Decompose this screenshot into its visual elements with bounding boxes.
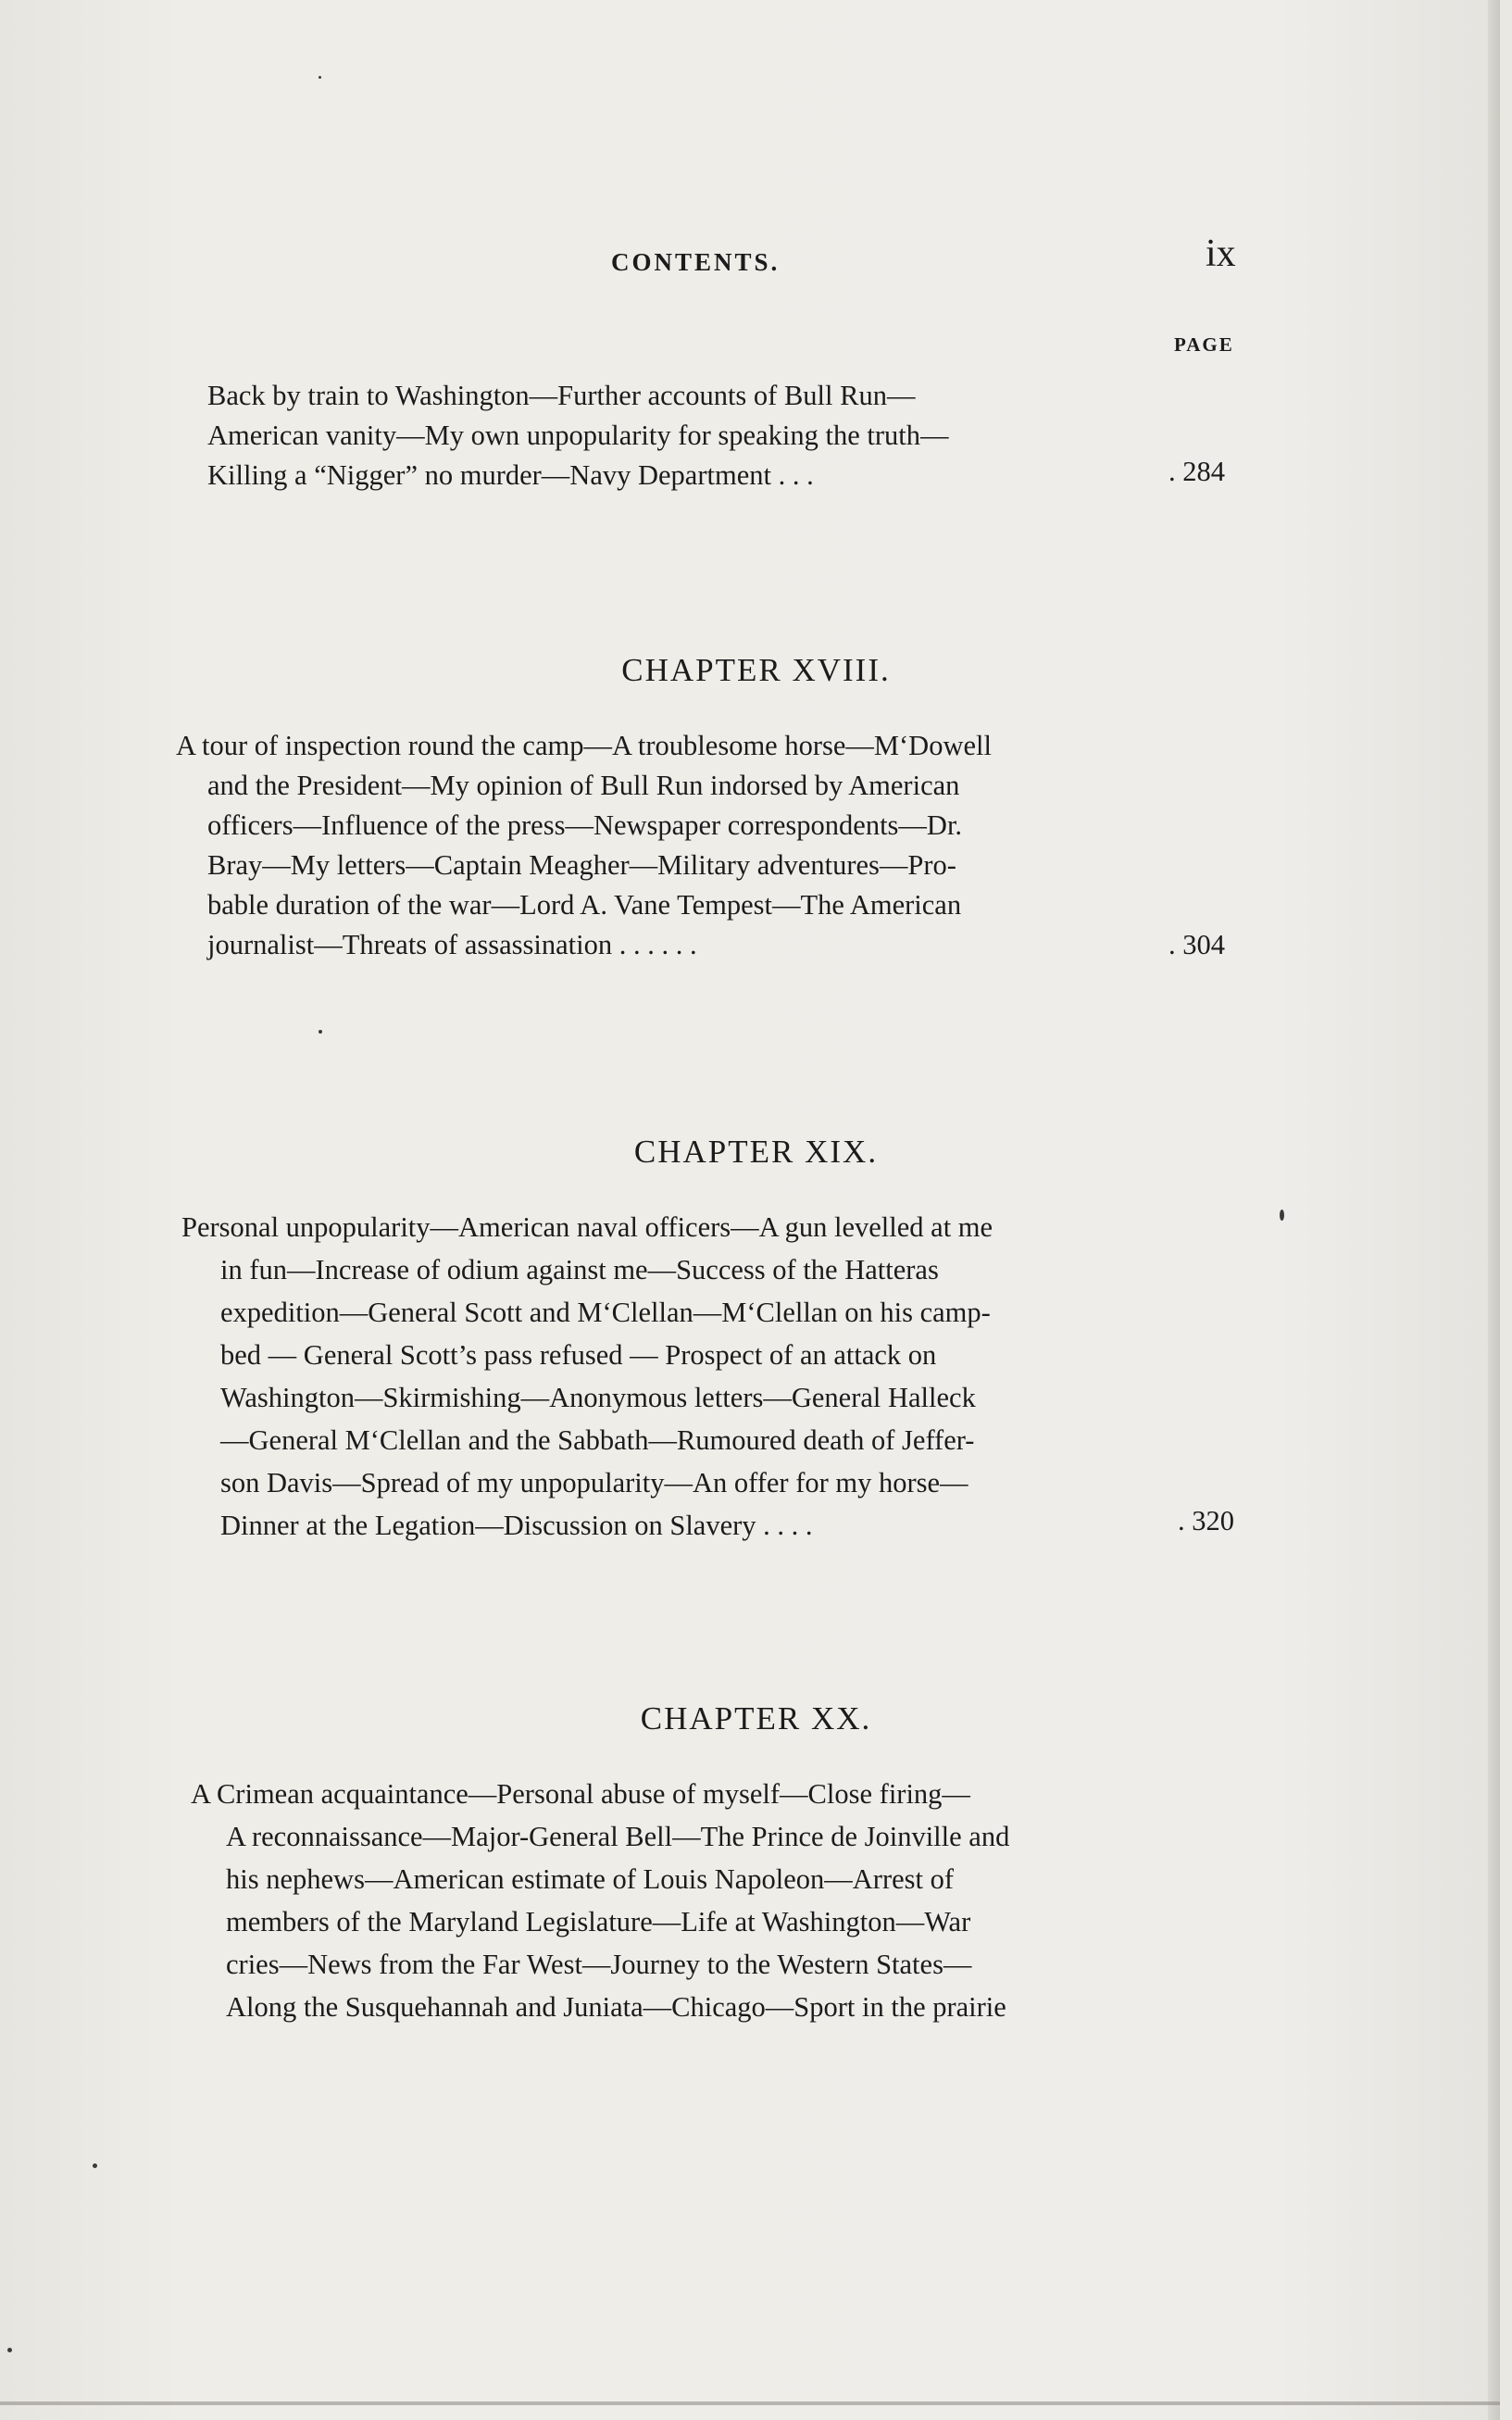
- entry-line: Along the Susquehannah and Juniata—Chicago—Sport in the prairie: [226, 1991, 1006, 2023]
- entry-line: A tour of inspection round the camp—A troublesome horse—M‘Dowell: [176, 730, 992, 761]
- entry-line: American vanity—My own unpopularity for speaking the truth—: [207, 420, 949, 451]
- page-bottom-edge: [0, 2401, 1500, 2405]
- entry-line: —General M‘Clellan and the Sabbath—Rumoured death of Jeffer-: [220, 1424, 975, 1456]
- entry-line: Back by train to Washington—Further accounts of Bull Run—: [207, 380, 916, 411]
- paper-speck: [1280, 1210, 1284, 1221]
- running-head: CONTENTS.: [611, 248, 781, 276]
- entry-line: members of the Maryland Legislature—Life at Washington—War: [226, 1906, 971, 1937]
- entry-line: bable duration of the war—Lord A. Vane Tempest—The American: [207, 889, 962, 921]
- paper-speck: [319, 76, 321, 79]
- entry-line: son Davis—Spread of my unpopularity—An offer for my horse—: [220, 1467, 968, 1498]
- paper-speck: [7, 2348, 12, 2352]
- entry-line: A reconnaissance—Major-General Bell—The Prince de Joinville and: [226, 1821, 1010, 1852]
- entry-line: Bray—My letters—Captain Meagher—Military adventures—Pro-: [207, 849, 956, 881]
- entry-line: in fun—Increase of odium against me—Success of the Hatteras: [220, 1254, 939, 1285]
- chapter-heading: CHAPTER XX.: [640, 1700, 872, 1737]
- page-number: . 304: [1168, 929, 1225, 960]
- entry-line: expedition—General Scott and M‘Clellan—M‘Clellan on his camp-: [220, 1297, 991, 1328]
- paper-speck: [319, 1030, 322, 1034]
- entry-line: journalist—Threats of assassination . . . . . .: [207, 929, 697, 960]
- chapter-heading: CHAPTER XVIII.: [621, 652, 891, 688]
- paper-speck: [93, 2163, 97, 2168]
- entry-line: cries—News from the Far West—Journey to the Western States—: [226, 1949, 972, 1980]
- entry-line: and the President—My opinion of Bull Run indorsed by American: [207, 770, 960, 801]
- entry-line: A Crimean acquaintance—Personal abuse of myself—Close firing—: [191, 1778, 970, 1810]
- entry-line: Killing a “Nigger” no murder—Navy Department . . .: [207, 459, 814, 491]
- page-number: . 284: [1168, 456, 1225, 487]
- entry-line: Washington—Skirmishing—Anonymous letters—General Halleck: [220, 1382, 976, 1413]
- page-folio: ix: [1206, 232, 1236, 275]
- chapter-heading: CHAPTER XIX.: [633, 1134, 879, 1170]
- entry-line: officers—Influence of the press—Newspaper correspondents—Dr.: [207, 809, 963, 841]
- page-number: . 320: [1178, 1505, 1234, 1536]
- page-edge: [1488, 0, 1500, 2420]
- page-column-label: PAGE: [1174, 333, 1234, 356]
- entry-line: bed — General Scott’s pass refused — Prospect of an attack on: [220, 1339, 937, 1371]
- entry-line: Personal unpopularity—American naval officers—A gun levelled at me: [181, 1211, 993, 1243]
- entry-line: his nephews—American estimate of Louis Napoleon—Arrest of: [226, 1863, 955, 1895]
- entry-line: Dinner at the Legation—Discussion on Slavery . . . .: [220, 1510, 813, 1541]
